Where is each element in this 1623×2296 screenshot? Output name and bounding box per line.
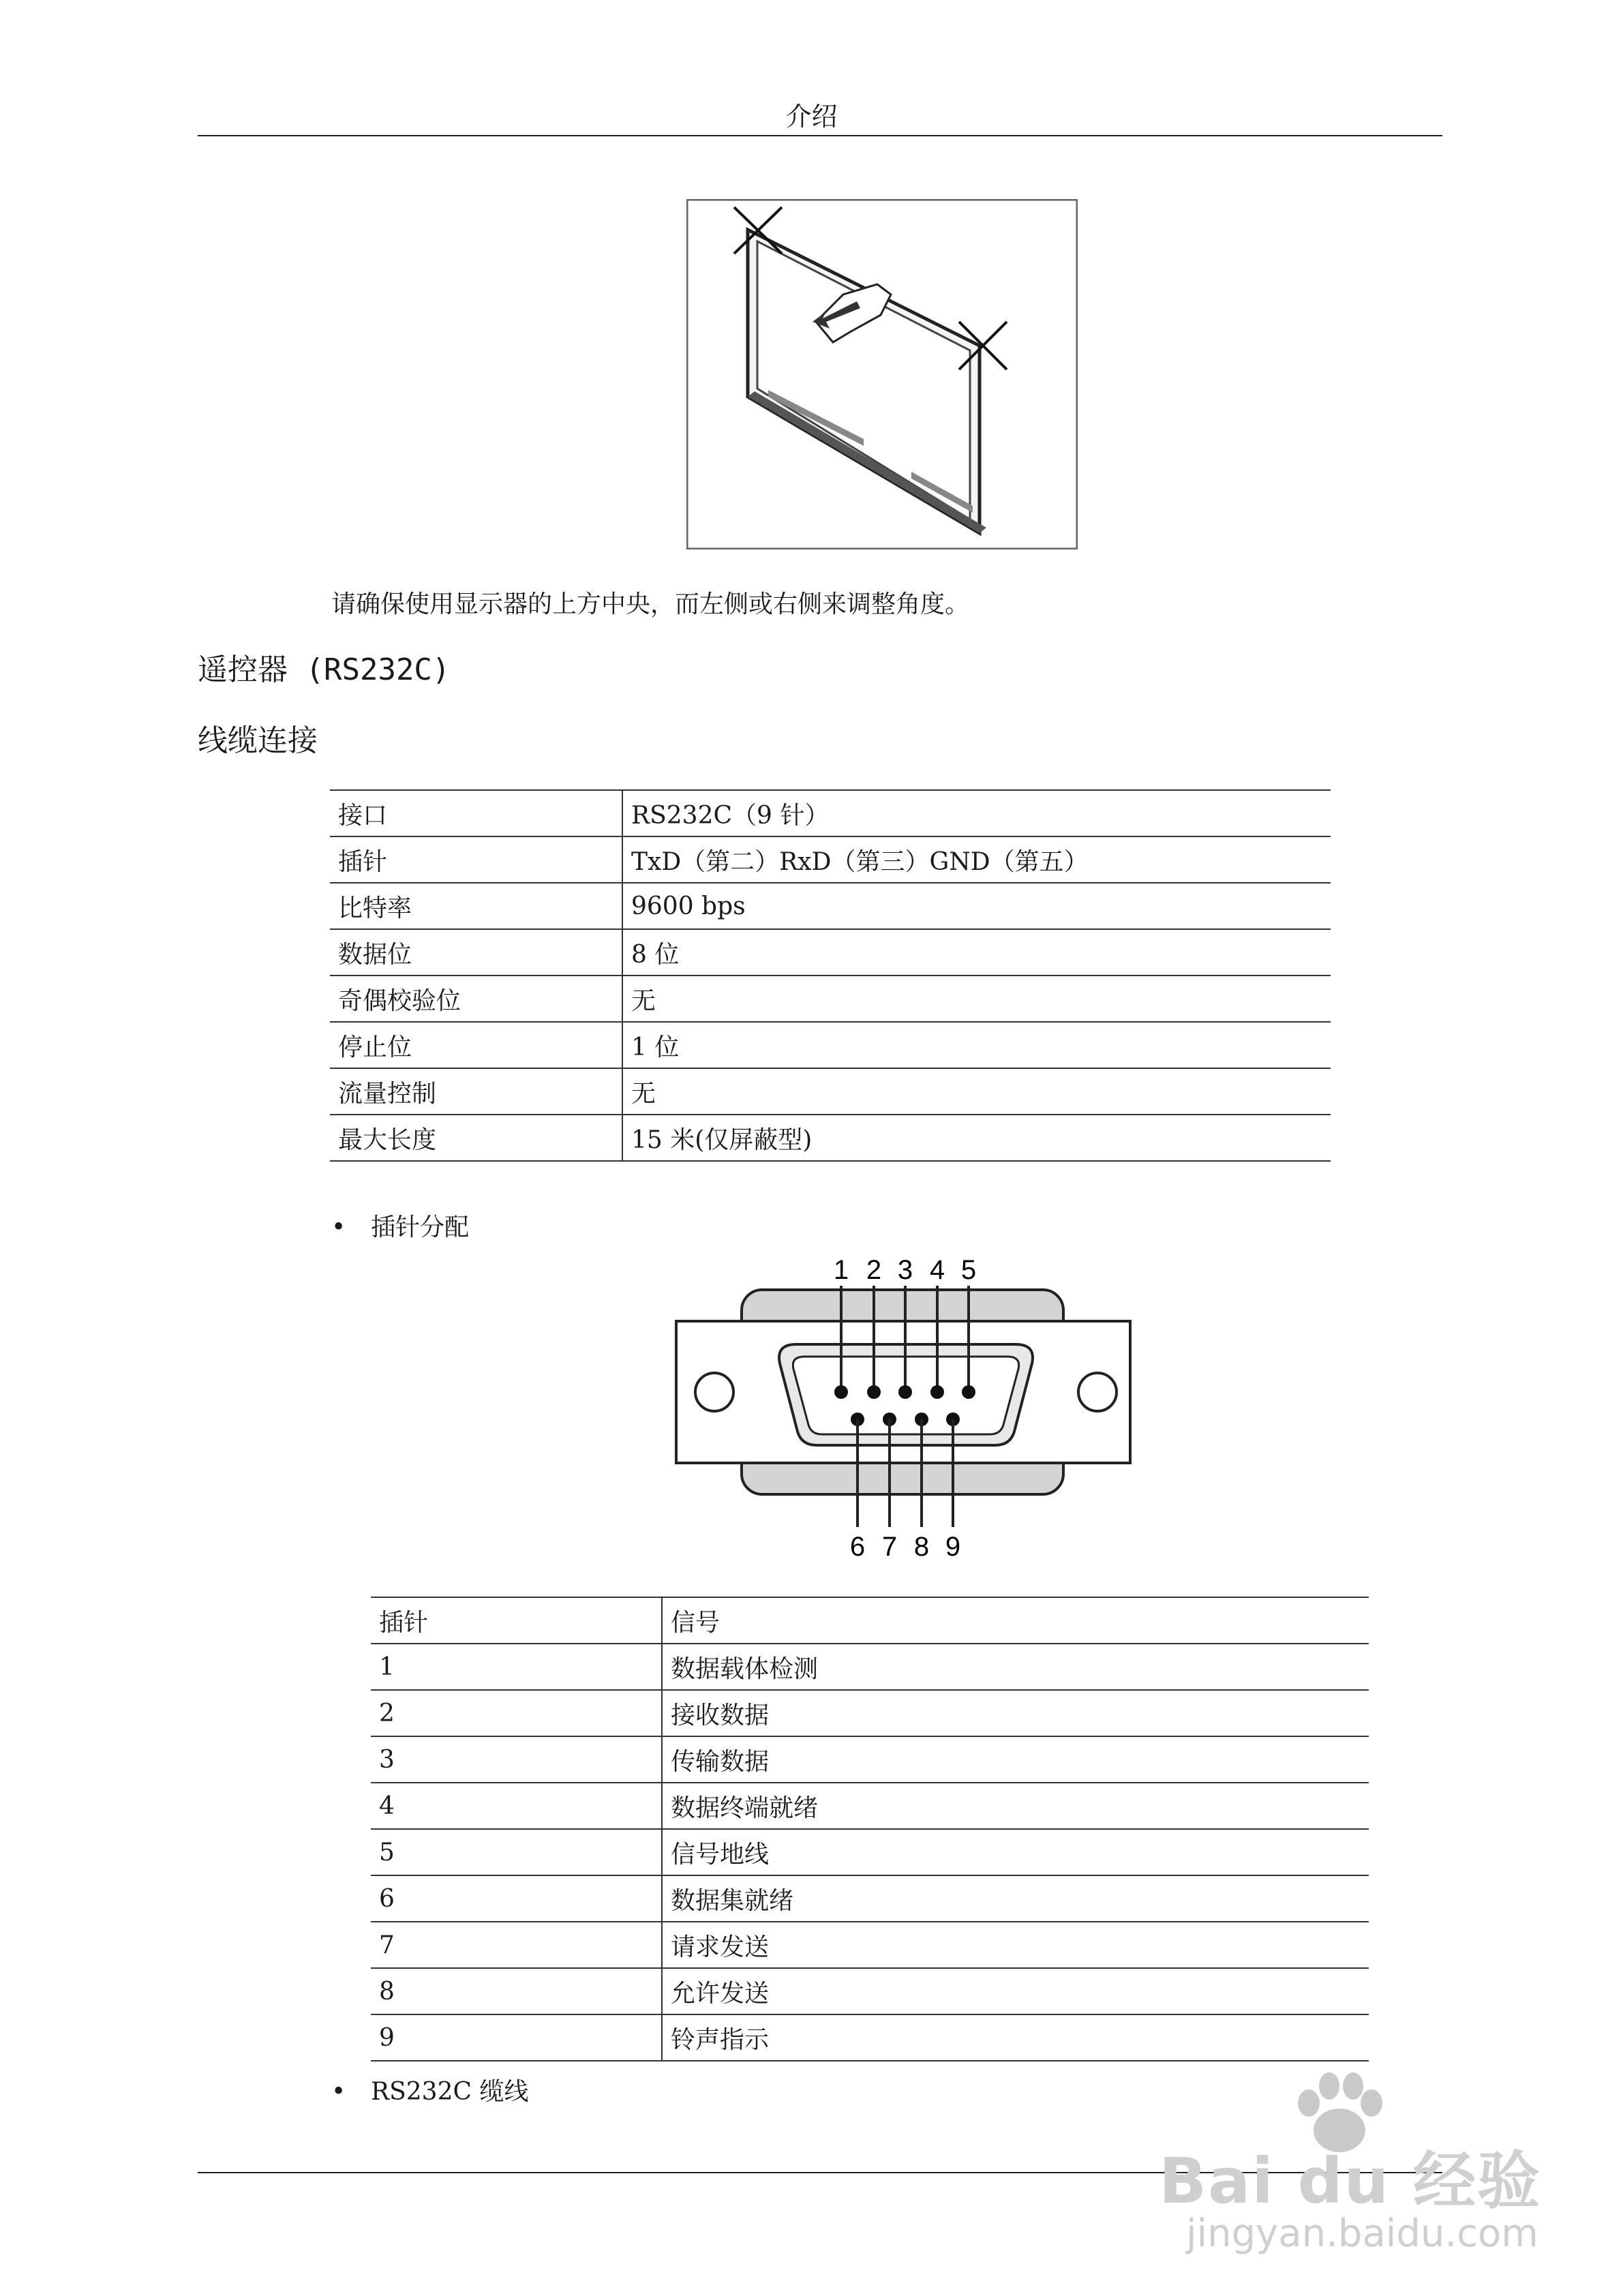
spec-value: 无 bbox=[622, 976, 1331, 1022]
signal-cell: 接收数据 bbox=[662, 1690, 1369, 1736]
spec-value: TxD（第二）RxD（第三）GND（第五） bbox=[622, 836, 1331, 883]
pin-number-top: 1 bbox=[833, 1255, 849, 1285]
table-row bbox=[371, 1783, 1369, 1829]
table-row bbox=[371, 1736, 1369, 1783]
pin-cell: 5 bbox=[371, 1829, 662, 1875]
baidu-watermark bbox=[1159, 2066, 1595, 2270]
bullet-dot: • bbox=[331, 1213, 346, 1241]
table-row bbox=[371, 1829, 1369, 1875]
spec-label: 流量控制 bbox=[330, 1068, 622, 1115]
table-row bbox=[330, 1068, 1331, 1115]
page-header-title: 介绍 bbox=[785, 102, 838, 132]
table-row bbox=[330, 976, 1331, 1022]
spec-value: 8 位 bbox=[622, 929, 1331, 976]
table-row bbox=[371, 1968, 1369, 2014]
table-row bbox=[330, 836, 1331, 883]
bullet-text: RS232C 缆线 bbox=[371, 2078, 529, 2106]
pin-number-top: 2 bbox=[866, 1255, 882, 1285]
spec-label: 比特率 bbox=[330, 883, 622, 929]
figure-caption: 请确保使用显示器的上方中央，而左侧或右侧来调整角度。 bbox=[331, 590, 970, 618]
spec-label: 奇偶校验位 bbox=[330, 976, 622, 1022]
pin-cell: 4 bbox=[371, 1783, 662, 1829]
bullet-dot: • bbox=[331, 2078, 346, 2106]
table-header-row bbox=[371, 1597, 1369, 1644]
pin-cell: 1 bbox=[371, 1644, 662, 1690]
table-row bbox=[330, 790, 1331, 836]
pin-cell: 3 bbox=[371, 1736, 662, 1783]
pin-cell: 9 bbox=[371, 2014, 662, 2061]
pin-number-top: 3 bbox=[897, 1255, 913, 1285]
pin-table-header: 插针 bbox=[371, 1597, 662, 1644]
signal-cell: 请求发送 bbox=[662, 1922, 1369, 1968]
signal-cell: 信号地线 bbox=[662, 1829, 1369, 1875]
watermark-brand: Bai du 经验 bbox=[1159, 2145, 1542, 2218]
spec-value: 无 bbox=[622, 1068, 1331, 1115]
spec-label: 接口 bbox=[330, 790, 622, 836]
spec-value: 1 位 bbox=[622, 1022, 1331, 1068]
table-row bbox=[371, 2014, 1369, 2061]
pin-number-bottom: 6 bbox=[849, 1532, 866, 1561]
bullet-pin-assignment bbox=[331, 1208, 469, 1243]
pin-number-bottom: 7 bbox=[881, 1532, 898, 1561]
monitor-mounting-figure bbox=[686, 199, 1078, 549]
signal-cell: 传输数据 bbox=[662, 1736, 1369, 1783]
signal-cell: 数据载体检测 bbox=[662, 1644, 1369, 1690]
spec-table bbox=[330, 789, 1331, 1162]
header-rule bbox=[198, 135, 1442, 136]
signal-cell: 允许发送 bbox=[662, 1968, 1369, 2014]
signal-cell: 数据终端就绪 bbox=[662, 1783, 1369, 1829]
table-row bbox=[371, 1690, 1369, 1736]
section-cable-title: 线缆连接 bbox=[198, 723, 318, 758]
table-row bbox=[330, 883, 1331, 929]
spec-value: 15 米(仅屏蔽型) bbox=[622, 1115, 1331, 1161]
signal-cell: 数据集就绪 bbox=[662, 1875, 1369, 1922]
table-row bbox=[371, 1922, 1369, 1968]
spec-label: 停止位 bbox=[330, 1022, 622, 1068]
pin-number-bottom: 8 bbox=[913, 1532, 930, 1561]
bullet-text: 插针分配 bbox=[371, 1213, 470, 1241]
table-row bbox=[371, 1644, 1369, 1690]
table-row bbox=[330, 1115, 1331, 1161]
spec-value: 9600 bps bbox=[622, 883, 1331, 929]
pin-cell: 6 bbox=[371, 1875, 662, 1922]
pin-table-header: 信号 bbox=[662, 1597, 1369, 1644]
watermark-url: jingyan.baidu.com bbox=[1186, 2211, 1538, 2256]
pin-cell: 2 bbox=[371, 1690, 662, 1736]
pin-cell: 8 bbox=[371, 1968, 662, 2014]
pin-cell: 7 bbox=[371, 1922, 662, 1968]
table-row bbox=[371, 1875, 1369, 1922]
pin-number-top: 4 bbox=[929, 1255, 945, 1285]
table-row bbox=[330, 929, 1331, 976]
signal-cell: 铃声指示 bbox=[662, 2014, 1369, 2061]
table-row bbox=[330, 1022, 1331, 1068]
spec-label: 插针 bbox=[330, 836, 622, 883]
spec-label: 最大长度 bbox=[330, 1115, 622, 1161]
pin-number-bottom: 9 bbox=[945, 1532, 961, 1561]
bullet-cable bbox=[331, 2072, 528, 2107]
spec-label: 数据位 bbox=[330, 929, 622, 976]
pin-table bbox=[371, 1597, 1369, 2061]
spec-value: RS232C（9 针） bbox=[622, 790, 1331, 836]
pin-number-top: 5 bbox=[960, 1255, 977, 1285]
db9-connector-figure bbox=[675, 1241, 1138, 1561]
section-remote-title: 遥控器 (RS232C) bbox=[198, 652, 451, 687]
